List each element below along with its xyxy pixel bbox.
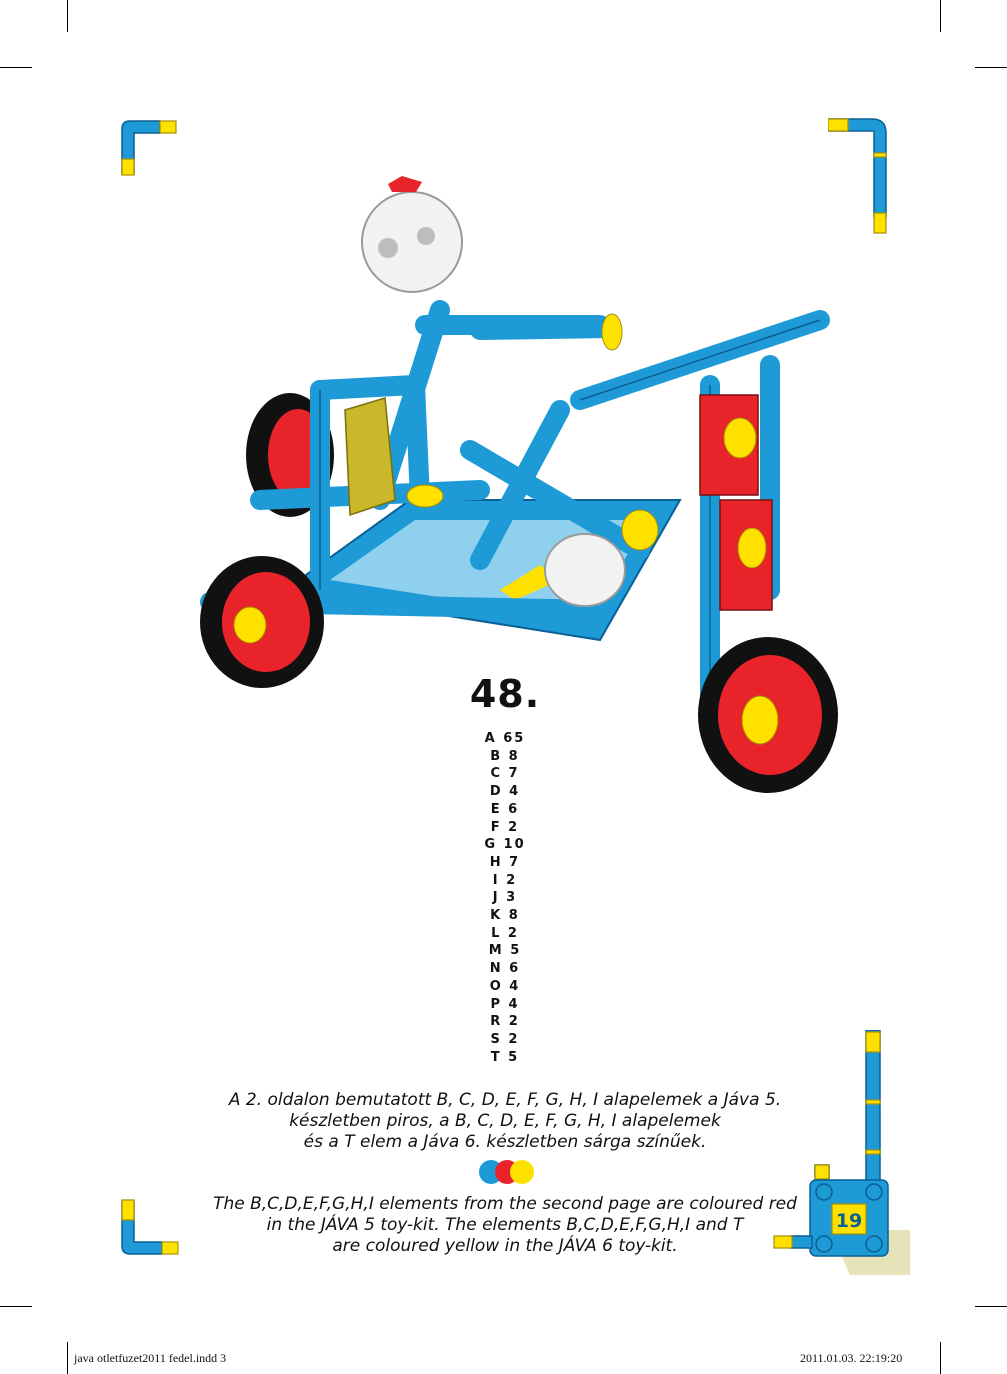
list-item: K 8 [490, 908, 520, 924]
crop-mark [975, 67, 1007, 68]
list-item: E 6 [490, 801, 520, 817]
list-item: S 2 [490, 1031, 520, 1047]
caption-line: The B,C,D,E,F,G,H,I elements from the second page are coloured red [213, 1194, 797, 1214]
parts-list [465, 730, 545, 1066]
model-number: 48. [469, 672, 541, 716]
page-number: 19 [835, 1210, 863, 1232]
list-item: B 8 [490, 748, 520, 764]
list-item: G 10 [484, 837, 526, 853]
caption-line: in the JÁVA 5 toy-kit. The elements B,C,D,E,F,G,H,I and T [266, 1215, 744, 1235]
list-item: P 4 [490, 996, 520, 1012]
slug-datetime: 2011.01.03. 22:19:20 [800, 1351, 903, 1365]
caption-line: készletben piros, a B, C, D, E, F, G, H, I alapelemek [289, 1111, 721, 1131]
list-item: A 65 [484, 731, 526, 746]
list-item: J 3 [492, 890, 518, 906]
list-item: H 7 [489, 854, 521, 870]
crop-mark [0, 1306, 32, 1307]
crop-mark [940, 0, 941, 32]
page-badge-icon [770, 1030, 910, 1280]
list-item: I 2 [492, 872, 518, 888]
corner-pipe-icon [116, 1196, 182, 1262]
color-dots-icon [478, 1159, 536, 1185]
caption-english [180, 1194, 830, 1257]
caption-hungarian [180, 1090, 830, 1153]
head-icon [362, 176, 462, 292]
crop-mark [67, 1342, 68, 1374]
list-item: C 7 [490, 766, 520, 782]
crop-mark [0, 67, 32, 68]
list-item: M 5 [488, 943, 522, 959]
caption-line: are coloured yellow in the JÁVA 6 toy-kit. [332, 1236, 678, 1256]
slug-filename: java otletfuzet2011 fedel.indd 3 [74, 1351, 227, 1365]
list-item: R 2 [490, 1014, 520, 1030]
crop-mark [940, 1342, 941, 1374]
list-item: D 4 [489, 784, 521, 800]
crop-mark [67, 0, 68, 32]
list-item: T 5 [490, 1049, 520, 1065]
list-item: F 2 [490, 819, 520, 835]
caption-line: A 2. oldalon bemutatott B, C, D, E, F, G, H, I alapelemek a Jáva 5. [228, 1090, 782, 1110]
list-item: O 4 [489, 978, 521, 994]
caption-line: és a T elem a Jáva 6. készletben sárga színűek. [303, 1132, 707, 1152]
list-item: N 6 [489, 961, 521, 977]
crop-mark [975, 1306, 1007, 1307]
front-wheel-icon [698, 637, 838, 793]
list-item: L 2 [491, 925, 519, 941]
corner-pipe-icon [116, 115, 180, 179]
left-wheel-icon [200, 556, 324, 688]
